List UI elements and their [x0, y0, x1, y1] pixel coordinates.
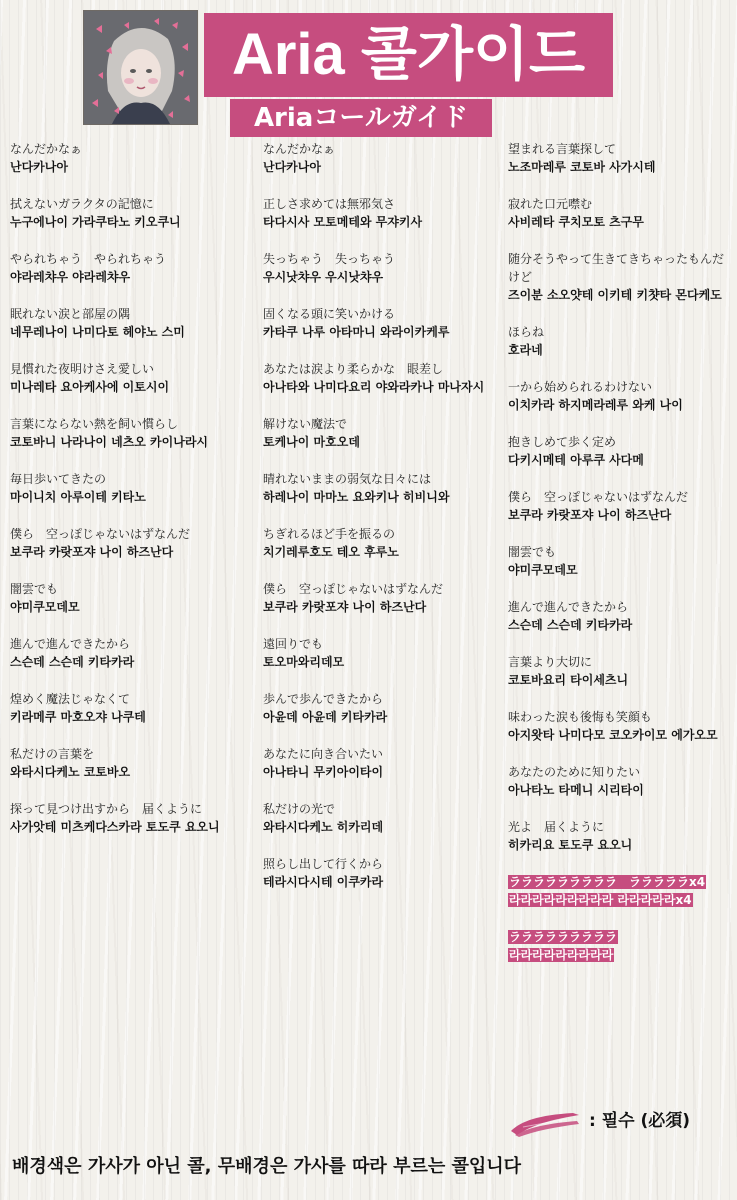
lyric-korean-reading: 즈이분 소오얏테 이키테 키챳타 몬다케도: [508, 288, 722, 302]
lyric-korean-reading: 사가앗테 미츠케다스카라 토도쿠 요오니: [10, 820, 220, 834]
lyric-korean-reading: 야미쿠모데모: [508, 563, 578, 577]
lyric-korean-reading: 치기레루호도 테오 후루노: [263, 545, 399, 559]
lyric-japanese: なんだかなぁ: [10, 142, 83, 156]
call-text: 라라라라라라라라라 라라라라라x4: [509, 893, 692, 907]
lyric-japanese: ちぎれるほど手を振るの: [263, 527, 396, 541]
call-line: [508, 873, 730, 891]
lyric-korean-reading: 키라메쿠 마호오쟈 나쿠테: [10, 710, 146, 724]
lyric-japanese: 闇雲でも: [10, 582, 59, 596]
call-text: 라라라라라라라라라: [509, 948, 614, 962]
lyric-korean-reading: 아나타니 무키아이타이: [263, 765, 384, 779]
legend-label: : 필수 (必須): [589, 1111, 691, 1131]
lyric-japanese: あなたは涙より柔らかな 眼差し: [263, 362, 444, 376]
lyric-japanese: 僕ら 空っぽじゃないはずなんだ: [10, 527, 191, 541]
lyric-japanese: 失っちゃう 失っちゃう: [263, 252, 396, 266]
lyric-japanese: なんだかなぁ: [263, 142, 336, 156]
lyric-japanese: 私だけの光で: [263, 802, 336, 816]
lyric-korean-reading: 와타시다케노 히카리데: [263, 820, 384, 834]
lyric-korean-reading: 호라네: [508, 343, 543, 357]
lyric-verse: [263, 855, 485, 891]
lyric-japanese: 随分そうやって生きてきちゃったもんだけど: [508, 252, 725, 284]
lyrics-column-2: [263, 140, 485, 910]
album-cover-art: [83, 10, 198, 125]
lyric-korean-reading: 누구에나이 가라쿠타노 키오쿠니: [10, 215, 181, 229]
lyric-verse: [263, 360, 485, 396]
lyric-korean-reading: 야라레챠우 야라레챠우: [10, 270, 131, 284]
lyric-japanese: 晴れないままの弱気な日々には: [263, 472, 432, 486]
lyric-verse: [10, 745, 232, 781]
lyric-korean-reading: 테라시다시테 이쿠카라: [263, 875, 384, 889]
lyric-korean-reading: 스슨데 스슨데 키타카라: [508, 618, 633, 632]
lyric-japanese: 進んで進んできたから: [508, 600, 629, 614]
lyric-verse: [508, 653, 730, 689]
lyric-japanese: やられちゃう やられちゃう: [10, 252, 167, 266]
lyric-verse: [263, 250, 485, 286]
lyric-korean-reading: 야미쿠모데모: [10, 600, 80, 614]
lyric-verse: [10, 415, 232, 451]
lyric-verse: [10, 250, 232, 286]
lyric-korean-reading: 와타시다케노 코토바오: [10, 765, 131, 779]
lyric-japanese: 探って見つけ出すから 届くように: [10, 802, 203, 816]
lyric-korean-reading: 타다시사 모토메테와 무쟈키사: [263, 215, 423, 229]
call-block: [508, 928, 730, 964]
lyric-verse: [508, 543, 730, 579]
lyric-japanese: ほらね: [508, 325, 545, 339]
lyric-verse: [10, 195, 232, 231]
lyric-verse: [10, 360, 232, 396]
lyric-korean-reading: 보쿠라 카랏포쟈 나이 하즈난다: [10, 545, 174, 559]
lyric-japanese: 正しさ求めては無邪気さ: [263, 197, 396, 211]
lyric-korean-reading: 난다카나아: [263, 160, 321, 174]
lyric-verse: [508, 140, 730, 176]
lyric-korean-reading: 난다카나아: [10, 160, 68, 174]
lyric-japanese: 拭えないガラクタの記憶に: [10, 197, 154, 211]
lyric-japanese: 歩んで歩んできたから: [263, 692, 384, 706]
lyric-korean-reading: 보쿠라 카랏포쟈 나이 하즈난다: [263, 600, 427, 614]
lyric-japanese: あなたのために知りたい: [508, 765, 641, 779]
lyric-japanese: 見慣れた夜明けさえ愛しい: [10, 362, 155, 376]
lyric-korean-reading: 토케나이 마호오데: [263, 435, 360, 449]
lyric-verse: [10, 525, 232, 561]
lyric-verse: [10, 140, 232, 176]
album-cover-illustration: [84, 11, 197, 124]
call-block: [508, 873, 730, 909]
lyric-verse: [508, 323, 730, 359]
lyric-verse: [508, 433, 730, 469]
lyric-japanese: 一から始められるわけない: [508, 380, 653, 394]
lyric-verse: [263, 580, 485, 616]
lyric-verse: [263, 525, 485, 561]
lyric-japanese: 照らし出して行くから: [263, 857, 384, 871]
lyric-korean-reading: 아지왓타 나미다모 코오카이모 에가오모: [508, 728, 718, 742]
page-subtitle: Ariaコールガイド: [230, 99, 492, 137]
lyric-verse: [263, 305, 485, 341]
lyrics-column-3: [508, 140, 730, 983]
lyric-japanese: 僕ら 空っぽじゃないはずなんだ: [508, 490, 689, 504]
lyric-korean-reading: 아나타노 타메니 시리타이: [508, 783, 644, 797]
lyric-japanese: 固くなる頭に笑いかける: [263, 307, 396, 321]
page-title: Aria 콜가이드: [204, 13, 613, 97]
lyric-korean-reading: 아나타와 나미다요리 야와라카나 마나자시: [263, 380, 485, 394]
lyric-verse: [10, 580, 232, 616]
lyric-korean-reading: 코토바니 나라나이 네츠오 카이나라시: [10, 435, 209, 449]
lyric-korean-reading: 카타쿠 나루 아타마니 와라이카케루: [263, 325, 450, 339]
lyric-korean-reading: 코토바요리 타이세츠니: [508, 673, 629, 687]
lyric-verse: [10, 470, 232, 506]
lyric-verse: [508, 708, 730, 744]
lyric-japanese: 言葉より大切に: [508, 655, 593, 669]
lyric-verse: [508, 763, 730, 799]
call-line: [508, 946, 730, 964]
lyric-korean-reading: 이치카라 하지메라레루 와케 나이: [508, 398, 683, 412]
lyric-verse: [10, 690, 232, 726]
lyric-korean-reading: 우시낫챠우 우시낫챠우: [263, 270, 384, 284]
lyric-korean-reading: 미나레타 요아케사에 이토시이: [10, 380, 170, 394]
lyric-japanese: 闇雲でも: [508, 545, 557, 559]
brush-stroke-swatch: [509, 1109, 581, 1139]
lyric-korean-reading: 토오마와리데모: [263, 655, 345, 669]
lyric-japanese: 寂れた口元噤む: [508, 197, 593, 211]
lyric-japanese: 僕ら 空っぽじゃないはずなんだ: [263, 582, 444, 596]
lyric-japanese: 進んで進んできたから: [10, 637, 131, 651]
lyric-verse: [263, 415, 485, 451]
lyric-japanese: 光よ 届くように: [508, 820, 605, 834]
lyric-japanese: 眠れない涙と部屋の隅: [10, 307, 131, 321]
lyric-verse: [263, 140, 485, 176]
lyric-korean-reading: 아윤데 아윤데 키타카라: [263, 710, 388, 724]
lyric-verse: [508, 250, 730, 304]
lyric-verse: [263, 745, 485, 781]
lyric-verse: [10, 800, 232, 836]
lyric-korean-reading: 히카리요 토도쿠 요오니: [508, 838, 633, 852]
lyric-japanese: 望まれる言葉探して: [508, 142, 617, 156]
lyric-verse: [508, 818, 730, 854]
call-text: ラララララララララ ラララララx4: [509, 875, 706, 889]
lyric-korean-reading: 네무레나이 나미다토 헤야노 스미: [10, 325, 185, 339]
lyric-verse: [263, 635, 485, 671]
call-line: [508, 891, 730, 909]
lyric-verse: [10, 635, 232, 671]
lyric-korean-reading: 노조마레루 코토바 사가시테: [508, 160, 656, 174]
call-line: [508, 928, 730, 946]
lyric-japanese: 抱きしめて歩く定め: [508, 435, 617, 449]
lyric-japanese: あなたに向き合いたい: [263, 747, 384, 761]
lyric-japanese: 言葉にならない熱を飼い慣らし: [10, 417, 179, 431]
lyric-verse: [263, 690, 485, 726]
lyric-verse: [508, 488, 730, 524]
lyric-verse: [508, 195, 730, 231]
lyric-japanese: 遠回りでも: [263, 637, 324, 651]
lyric-verse: [508, 378, 730, 414]
lyric-japanese: 私だけの言葉を: [10, 747, 95, 761]
lyric-japanese: 解けない魔法で: [263, 417, 348, 431]
lyric-korean-reading: 마이니치 아루이테 키타노: [10, 490, 146, 504]
lyric-verse: [263, 195, 485, 231]
footer-note: 배경색은 가사가 아닌 콜, 무배경은 가사를 따라 부르는 콜입니다: [12, 1156, 522, 1177]
lyric-korean-reading: 다키시메테 아루쿠 사다메: [508, 453, 644, 467]
lyric-japanese: 毎日歩いてきたの: [10, 472, 107, 486]
lyric-japanese: 煌めく魔法じゃなくて: [10, 692, 131, 706]
lyric-verse: [263, 800, 485, 836]
lyric-japanese: 味わった涙も後悔も笑顔も: [508, 710, 652, 724]
lyric-verse: [263, 470, 485, 506]
lyric-verse: [10, 305, 232, 341]
lyric-verse: [508, 598, 730, 634]
call-text: ラララララララララ: [509, 930, 618, 944]
lyric-korean-reading: 보쿠라 카랏포쟈 나이 하즈난다: [508, 508, 672, 522]
lyric-korean-reading: 사비레타 쿠치모토 츠구무: [508, 215, 644, 229]
lyric-korean-reading: 하레나이 마마노 요와키나 히비니와: [263, 490, 450, 504]
lyric-korean-reading: 스슨데 스슨데 키타카라: [10, 655, 135, 669]
lyrics-column-1: [10, 140, 232, 855]
